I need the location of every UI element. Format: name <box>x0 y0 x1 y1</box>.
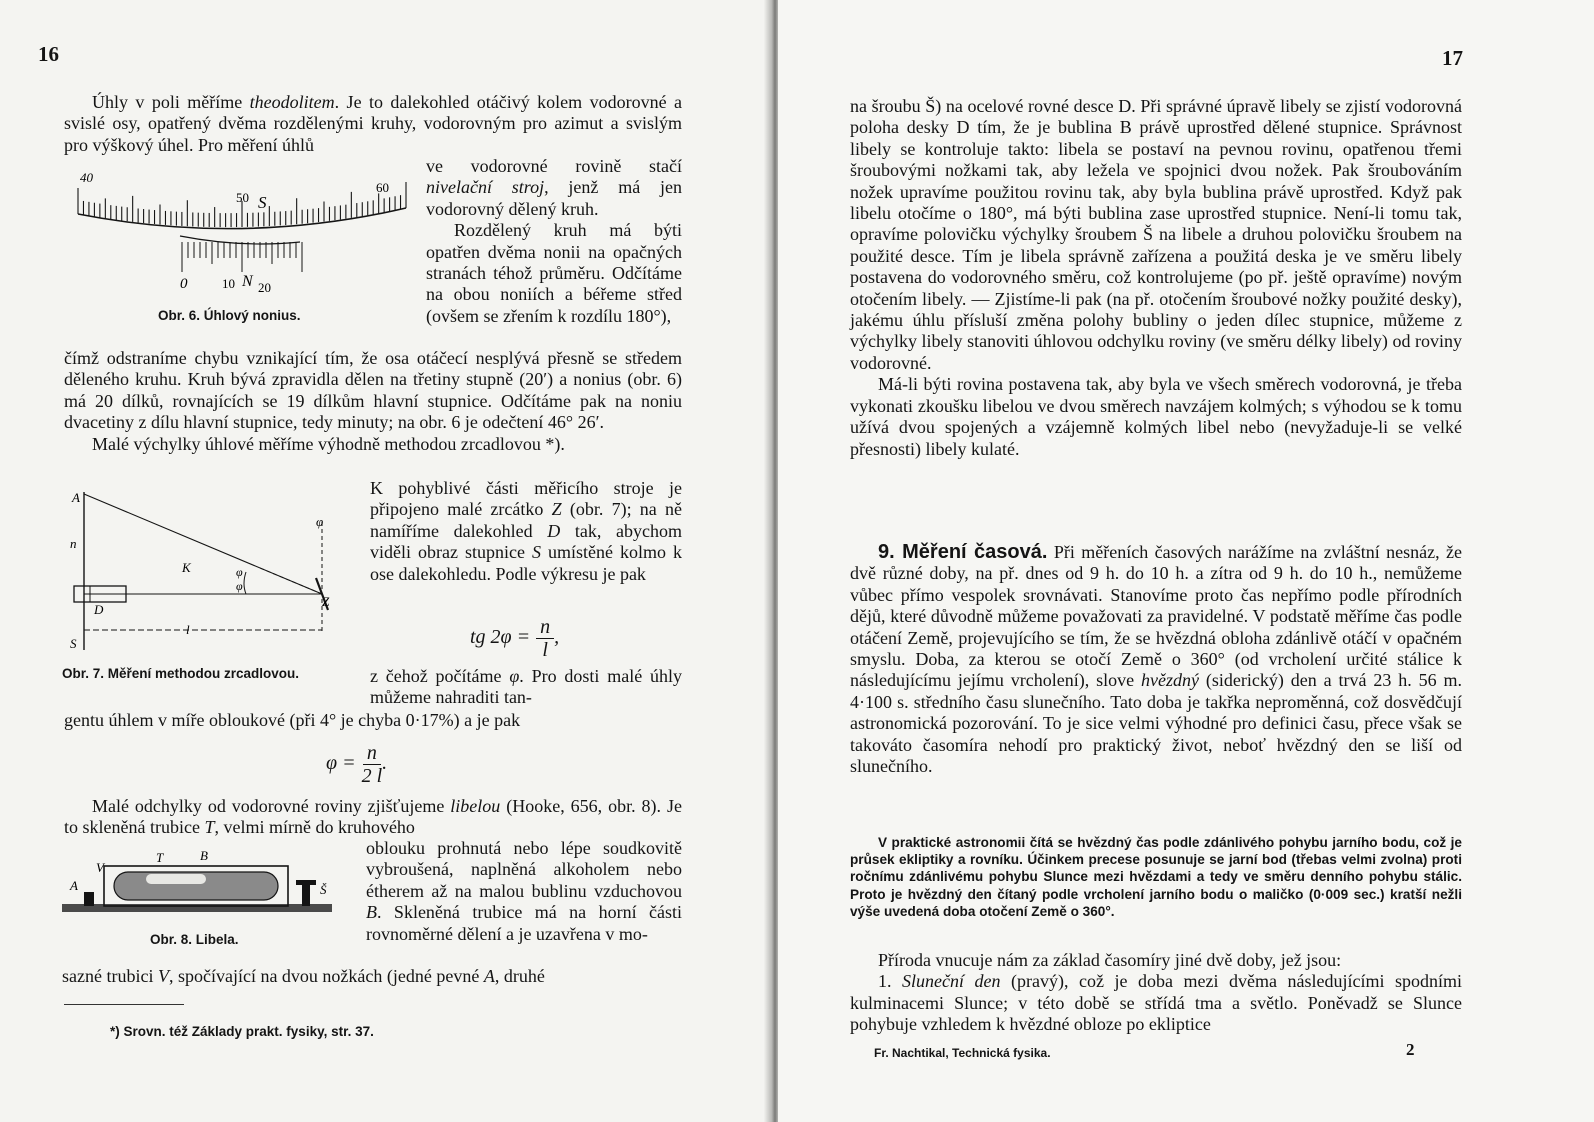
intro-paragraph <box>64 92 682 156</box>
fig6-vernier-arc <box>180 236 300 244</box>
fig6-wrap-tail: , jenž má jen vodorovný dělený kruh. <box>426 177 682 219</box>
last-line <box>62 966 682 987</box>
last-line-v: V <box>157 966 169 986</box>
fig6-label-10: 10 <box>222 276 235 291</box>
fig8-wrap-b: B <box>366 902 377 923</box>
formula2-num: n <box>363 742 381 765</box>
fig7-label-l: l <box>186 622 190 637</box>
intro-text: Úhly v poli měříme <box>92 92 250 112</box>
libela-tail: (Hooke, 656, obr. 8). Je to skleněná trubice <box>64 796 682 838</box>
fig7-caption: Obr. 7. Měření methodou zrcadlovou. <box>62 666 300 681</box>
paragraph-two-directions: Má-li býti rovina postavena tak, aby byla ve všech směrech vodorovná, je třeba vykonati zkoušku libelou ve dvou směrech navzájem kolmých; s výhodou se k tomu užívá dvou spojených a vzájemně kolmých libel nebo (nevyžaduje-li se velké přesnosti) libely kulaté. <box>850 374 1462 459</box>
fig6-label-s: S <box>258 193 267 212</box>
fig8-label-t: T <box>156 850 164 865</box>
fig8-bubble <box>146 874 206 884</box>
formula-phi <box>326 742 387 787</box>
footnote: *) Srovn. též Základy prakt. fysiky, str. 37. <box>110 1024 374 1039</box>
fig8-label-b: B <box>200 848 208 863</box>
section-heading: 9. Měření časová. <box>878 541 1048 563</box>
fig6-wrap-em: nivelační stroj <box>426 177 545 198</box>
fig8-wrap-tail: . Skleněná trubice má na horní části rovnoměrné dělení a je uzavřena v mo- <box>366 902 682 944</box>
fig7-wrap-z: Z <box>551 499 562 520</box>
fig7-label-phi1: φ <box>236 565 243 579</box>
formula-tg2phi <box>470 616 559 661</box>
sheet-number: 2 <box>1406 1040 1415 1059</box>
formula2-den: 2 l <box>361 765 383 787</box>
fig7-label-z: Z <box>322 594 330 609</box>
libela-em: libelou <box>450 796 501 816</box>
formula2-tail: . <box>382 752 388 775</box>
after-formula1-full-text: gentu úhlem v míře obloukové (při 4° je chyba 0·17%) a je pak <box>64 710 521 730</box>
libela-lead: Malé odchylky od vodorovné roviny zjišťujeme <box>92 796 451 816</box>
after-formula1-b: . Pro dosti malé úhly můžeme nahraditi tan- <box>370 666 682 708</box>
last-line-avar: A <box>483 966 495 986</box>
fig7-wrap-b: (obr. 7); na ně namíříme dalekohled <box>370 499 682 541</box>
after-formula1-phi: φ <box>509 666 520 686</box>
paragraph-time-a: Při měřeních časových narážíme na zvláštní nesnáz, že dvě různé doby, na př. dnes od 9 h. do 10 h. a zítra od 9 h. do 10 h., nemůžeme vůbec přímo vespolek srovnávati. Stanovíme proto čas nepřímo podle přírodních dějů, které důvodně můžeme považovati za pravidelné. V podstatě měříme čas podle otáčení Země, projevujícího se tím, že se hvězdná obloha zdánlivě otáčí v opačném smyslu. Doba, za kterou se otočí Země o 360° (od vrcholení určité stálice k následujícímu jejímu vrcholení), slove <box>850 542 1462 691</box>
paragraph-solar-tail: (pravý), což je doba mezi dvěma následujícími spodními kulminacemi Slunce; v této době se střídá tma a světlo. Poněvadž se Slunce pohybuje vzhledem k hvězdné obloze po ekliptice <box>850 971 1462 1035</box>
fig8-label-a: A <box>70 878 78 893</box>
after-formula1-a: z čehož počítáme <box>370 666 510 686</box>
fig6-main-ticks <box>78 182 406 227</box>
formula1-den: l <box>542 639 548 661</box>
fig8-wrap-a: oblouku prohnutá nebo lépe soudkovitě vybroušená, naplněná alkoholem nebo étherem až na malou bublinu vzduchovou <box>366 838 682 901</box>
after-formula1-wrap <box>370 666 682 709</box>
mirror-intro: Malé výchylky úhlové měříme výhodně methodou zrcadlovou *). <box>92 433 565 454</box>
libela-paragraph <box>64 796 682 839</box>
fig7-wrap-c: tak, abychom viděli obraz stupnice <box>370 520 682 563</box>
paragraph-solar-em: Sluneční den <box>902 971 1001 992</box>
right-section-time <box>850 542 1462 777</box>
intro-em: theodolitem <box>249 92 335 112</box>
fig6-label-0: 0 <box>180 276 188 292</box>
paragraph-time-em: hvězdný <box>1141 670 1199 691</box>
libela-tail2: , velmi mírně do kruhového <box>214 817 415 838</box>
paragraph-nature: Příroda vnucuje nám za základ časomíry jiné dvě doby, jež jsou: <box>878 950 1342 970</box>
footnote-rule <box>64 1004 184 1005</box>
fig7-label-k: K <box>182 560 191 575</box>
fig6-nonius-drawing <box>70 166 420 302</box>
after-fig6-paragraph <box>64 348 682 455</box>
fig6-label-40: 40 <box>80 170 93 185</box>
paragraph-solar-lead: 1. <box>878 971 903 992</box>
fig7-label-phi: φ <box>316 514 324 529</box>
small-print-note <box>850 834 1462 920</box>
fig6-label-50: 50 <box>236 190 249 205</box>
after-formula1-full <box>64 710 682 731</box>
paragraph-libela-check: na šroubu Š) na ocelové rovné desce D. Při správné úpravě libely se zjistí vodorovná poloha desky D tím, že je bublina B právě uprostřed dělené stupnice. Správnost libely se kontroluje takto: libela se postaví na pevnou rovinu, opatřenou třemi šroubovými nožkami tak, aby ležela ve spojnici dvou nožek. Pak šroubováním nožek upravíme použitou rovinu tak, aby byla bublina právě uprostřed. Když pak libelu otočíme o 180°, má býti bublina zase uprostřed stupnice. Není-li tomu tak, opravíme polovičku výchylky šroubem Š na libele a druhou polovičku šroubem na použité desce. Tím je libela správně zařízena a použitá deska je ve směru libely postavena do vodorovného směru, což kontrolujeme (po př. ještě opravíme) novým otočením libely. — Zjistíme-li pak (na př. otočením šroubové nožky použité desky), jakému úhlu přísluší změna polohy bubliny o jeden dílec stupnice, můžeme z výchylky libely stanoviti úhlovou odchylku roviny (ve směru délky libely) od roviny vodorovné. <box>850 96 1462 373</box>
last-line-a: sazné trubici <box>62 966 158 986</box>
fig6-label-20: 20 <box>258 280 271 295</box>
right-body-top <box>850 96 1462 460</box>
fig6-vernier-ticks <box>182 242 302 272</box>
fig6-wrap-p2: Rozdělený kruh má býti opatřen dvěma nonii na opačných stranách téhož průměru. Odčítáme na obou noniích a béřeme střed (ovšem se zřením k rozdílu 180°), <box>426 220 682 326</box>
small-print-text: V praktické astronomii čítá se hvězdný čas podle zdánlivého pohybu jarního bodu, což je průsek ekliptiky a rovníku. Účinkem precese posunuje se jarní bod (třebas velmi zvolna) proti ročnímu zdánlivému pohybu Slunce mezi hvězdami a tedy ve směru denního pohybu stálic. Proto je hvězdný den čítaný podle vrcholení jarního bodu o maličko (0·009 sec.) kratší nežli výše uvedená doba otočení Země o 360°. <box>850 835 1462 919</box>
last-line-c: , druhé <box>494 966 545 986</box>
fig6-wrap-text <box>426 156 682 327</box>
left-page <box>0 0 772 1122</box>
intro-text-tail: . Je to dalekohled otáčivý kolem vodorovné a svislé osy, opatřený dvěma rozdělenými kruhy, vodorovným pro azimut a svislým pro výškový úhel. Pro měření úhlů <box>64 92 682 155</box>
fig8-label-s: Š <box>320 882 327 897</box>
fig8-wrap-text <box>366 838 682 945</box>
fig6-wrap-lead: ve vodorovné rovině stačí <box>426 156 682 176</box>
fig8-caption: Obr. 8. Libela. <box>150 932 239 947</box>
right-page <box>778 0 1594 1122</box>
formula2-lhs: φ = <box>326 752 356 775</box>
fig7-mirror-drawing <box>60 482 360 660</box>
paragraph-time-b: (siderický) den a trvá 23 h. 56 m. 4·100 s. středního času slunečního. Tato doba je takřka neproměnná, což dosvědčují astronomická pozorování. To je sice velmi výhodné pro definici času, přece však se takováto časomíra nehodí pro praktický život, neboť hvězdný den se liší od slunečního. <box>850 670 1463 777</box>
fig7-label-s: S <box>70 636 77 651</box>
fig7-wrap-a: K pohyblivé části měřicího stroje je připojeno malé zrcátko <box>370 478 682 520</box>
right-body-bottom <box>850 950 1462 1036</box>
fig8-libela-drawing <box>58 846 348 922</box>
fig7-label-phi2: φ <box>236 579 243 593</box>
formula1-lhs: tg 2φ = <box>470 626 531 649</box>
fig7-wrap-e: umístěné kolmo k ose dalekohledu. Podle výkresu je pak <box>370 542 682 584</box>
page-number-left: 16 <box>38 42 59 66</box>
fig6-caption: Obr. 6. Úhlový nonius. <box>158 308 301 323</box>
fig7-wrap-s: S <box>531 542 541 563</box>
fig7-label-d: D <box>94 602 104 617</box>
fig8-label-v: V <box>96 860 104 875</box>
fig7-label-n: n <box>70 536 77 551</box>
libela-t: T <box>204 817 215 838</box>
fig7-wrap-d: D <box>547 520 561 541</box>
fig6-label-60: 60 <box>376 180 389 195</box>
last-line-b: , spočívající na dvou nožkách (jedné pevné <box>168 966 484 986</box>
after-fig6-text: čímž odstraníme chybu vznikající tím, že osa otáčecí nesplývá přesně se středem děleného kruhu. Kruh bývá zpravidla dělen na třetiny stupně (20′) a nonius (obr. 6) má 20 dílků, rovnajících se 19 dílkům hlavní stupnice. Odčítáme pak na noniu dvacetiny z dílu hlavní stupnice, tedy minuty; na obr. 6 je odečtení 46° 26′. <box>64 348 682 433</box>
signature-line: Fr. Nachtikal, Technická fysika. <box>874 1046 1051 1060</box>
formula1-num: n <box>536 616 554 639</box>
fig7-wrap-text <box>370 478 682 585</box>
page-number-right: 17 <box>1442 46 1463 70</box>
fig7-label-a: A <box>72 490 80 505</box>
fig6-label-n: N <box>242 273 253 290</box>
formula1-tail: , <box>554 626 560 649</box>
